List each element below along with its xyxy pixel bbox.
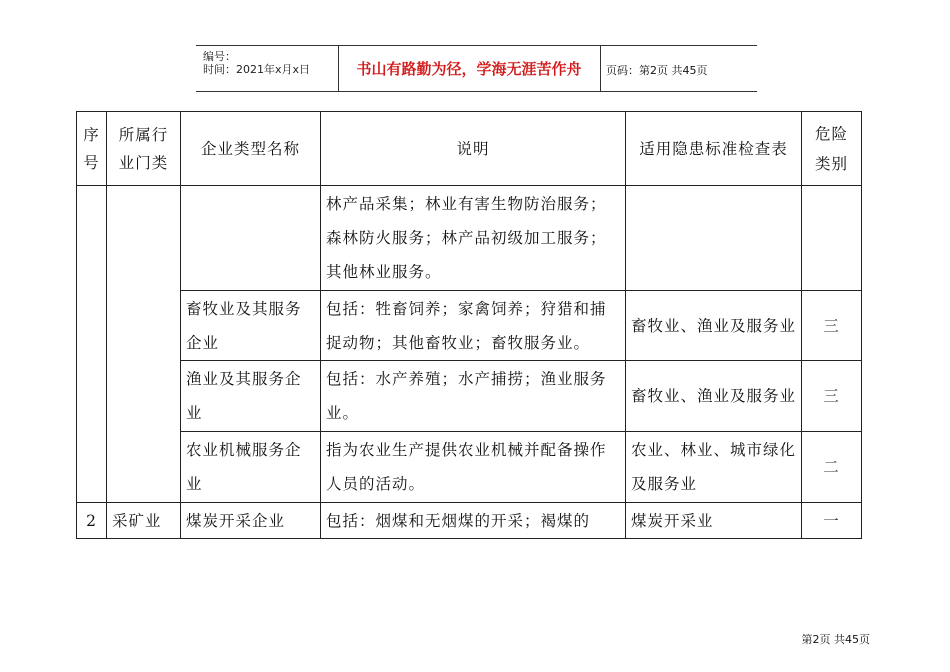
header-seq: 序号 [77,112,107,186]
header-risk: 危险类别 [802,112,862,186]
slogan: 书山有路勤为径，学海无涯苦作舟 [356,60,582,78]
cell-description: 包括：水产养殖；水产捕捞；渔业服务业。 [321,361,626,432]
cell-description: 包括：牲畜饲养；家禽饲养；狩猎和捕捉动物；其他畜牧业；畜牧服务业。 [321,291,626,361]
header-checklist: 适用隐患标准检查表 [626,112,802,186]
number-label: 编号： [203,50,236,63]
cell-risk [802,186,862,291]
footer-page-number: 第2页 共45页 [801,633,870,646]
cell-description: 林产品采集；林业有害生物防治服务；森林防火服务；林产品初级加工服务；其他林业服务。 [321,186,626,291]
table-header-row [77,112,862,186]
header-page-label: 页码：第2页 共45页 [606,64,708,77]
cell-risk: 一 [802,503,862,539]
cell-checklist: 畜牧业、渔业及服务业 [626,361,802,432]
header-top-rule [196,45,757,46]
cell-risk: 三 [802,291,862,361]
cell-type-name [181,186,321,291]
table-row [77,361,862,432]
cell-industry [107,186,181,503]
header-type-name: 企业类型名称 [181,112,321,186]
cell-checklist [626,186,802,291]
header-bottom-rule [196,91,757,92]
cell-checklist: 农业、林业、城市绿化及服务业 [626,432,802,503]
header-divider [600,45,601,92]
cell-risk: 三 [802,361,862,432]
cell-seq [77,186,107,503]
cell-industry: 采矿业 [107,503,181,539]
cell-seq: 2 [77,503,107,539]
cell-type-name: 渔业及其服务企业 [181,361,321,432]
cell-type-name: 畜牧业及其服务企业 [181,291,321,361]
cell-type-name: 煤炭开采企业 [181,503,321,539]
table-row [77,432,862,503]
cell-risk: 二 [802,432,862,503]
cell-type-name: 农业机械服务企业 [181,432,321,503]
cell-description: 指为农业生产提供农业机械并配备操作人员的活动。 [321,432,626,503]
header-description: 说明 [321,112,626,186]
table-row [77,503,862,539]
table-row [77,291,862,361]
enterprise-table [76,111,862,539]
header-industry: 所属行业门类 [107,112,181,186]
cell-checklist: 畜牧业、渔业及服务业 [626,291,802,361]
time-label: 时间：2021年x月x日 [203,63,311,76]
cell-checklist: 煤炭开采业 [626,503,802,539]
cell-description: 包括：烟煤和无烟煤的开采；褐煤的 [321,503,626,539]
page-header [196,45,757,93]
table-row [77,186,862,291]
